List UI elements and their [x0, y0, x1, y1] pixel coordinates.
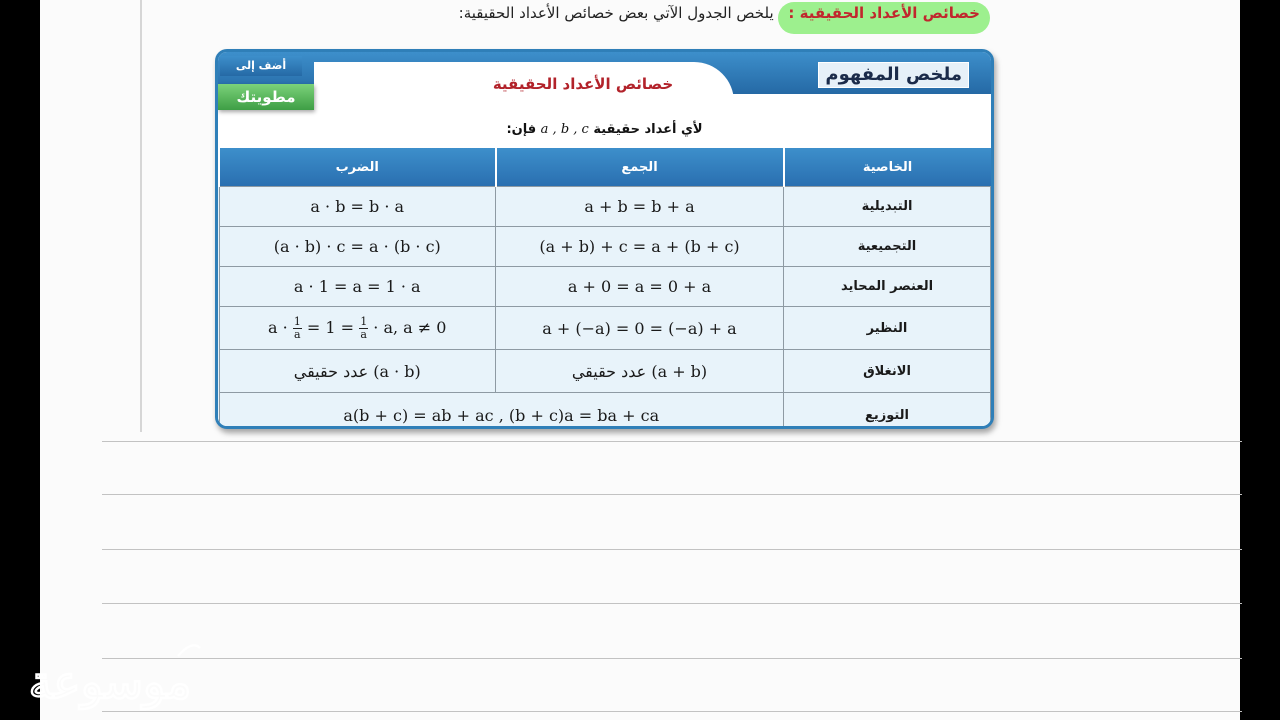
subtitle-post: فإن:: [506, 122, 537, 137]
row-property: التوزيع: [784, 393, 991, 430]
table-row: [219, 350, 991, 393]
inverse-part-c: · a, a ≠ 0: [373, 317, 447, 337]
fraction: [359, 316, 368, 341]
row-addition: (a + b) + c = a + (b + c): [496, 227, 784, 267]
page-margin-line: [140, 0, 142, 432]
intro-text: يلخص الجدول الآتي بعض خصائص الأعداد الحقيقية:: [458, 4, 774, 22]
inverse-part-a: a ·: [268, 317, 288, 337]
subtitle-pre: لأي أعداد حقيقية: [593, 122, 703, 137]
table-row: [219, 227, 991, 267]
row-addition: a + (−a) = 0 = (−a) + a: [496, 307, 784, 350]
properties-table: [218, 148, 991, 429]
row-property: التجميعية: [784, 227, 991, 267]
intro-heading: [778, 2, 990, 34]
concept-summary-card: [215, 49, 994, 429]
table-row: [219, 187, 991, 227]
table-row: [219, 307, 991, 350]
inverse-part-b: = 1 =: [306, 317, 355, 337]
table-row: [219, 393, 991, 430]
card-subtitle: [218, 122, 991, 137]
foldable-badge: مطويتك: [218, 84, 314, 110]
row-property: الانغلاق: [784, 350, 991, 393]
row-property: العنصر المحايد: [784, 267, 991, 307]
header-property: الخاصية: [784, 148, 991, 187]
row-distributive: a(b + c) = ab + ac , (b + c)a = ba + ca: [219, 393, 784, 430]
highlight-mark: خصائص الأعداد الحقيقية :: [778, 2, 990, 34]
ruled-line: [102, 658, 1242, 659]
ruled-line: [102, 549, 1242, 550]
subtitle-vars: a , b , c: [540, 122, 589, 137]
row-addition: (a + b) عدد حقيقي: [496, 350, 784, 393]
row-multiplication: a · 1 = a = 1 · a: [219, 267, 496, 307]
row-multiplication: (a · b) · c = a · (b · c): [219, 227, 496, 267]
fraction: [293, 316, 302, 341]
notebook-page: [40, 0, 1240, 720]
intro-line: [459, 4, 990, 22]
ruled-line: [102, 441, 1242, 442]
ruled-line: [102, 711, 1242, 712]
watermark-logo: [18, 636, 208, 720]
row-multiplication: (a · b) عدد حقيقي: [219, 350, 496, 393]
row-multiplication-inverse: [219, 307, 496, 350]
fraction-numerator: 1: [360, 314, 368, 328]
add-to-label: أضف إلى: [220, 56, 302, 76]
table-header-row: [219, 148, 991, 187]
fraction-denominator: a: [360, 327, 367, 341]
header-addition: الجمع: [496, 148, 784, 187]
header-multiplication: الضرب: [219, 148, 496, 187]
logo-text: موسوعة: [28, 655, 192, 709]
row-multiplication: a · b = b · a: [219, 187, 496, 227]
table-row: [219, 267, 991, 307]
card-title: خصائص الأعداد الحقيقية: [492, 75, 674, 93]
row-property: التبديلية: [784, 187, 991, 227]
concept-summary-label: ملخص المفهوم: [818, 62, 969, 88]
row-property: النظير: [784, 307, 991, 350]
fraction-numerator: 1: [293, 314, 301, 328]
row-addition: a + b = b + a: [496, 187, 784, 227]
fraction-denominator: a: [294, 327, 301, 341]
ruled-line: [102, 494, 1242, 495]
ruled-line: [102, 603, 1242, 604]
row-addition: a + 0 = a = 0 + a: [496, 267, 784, 307]
